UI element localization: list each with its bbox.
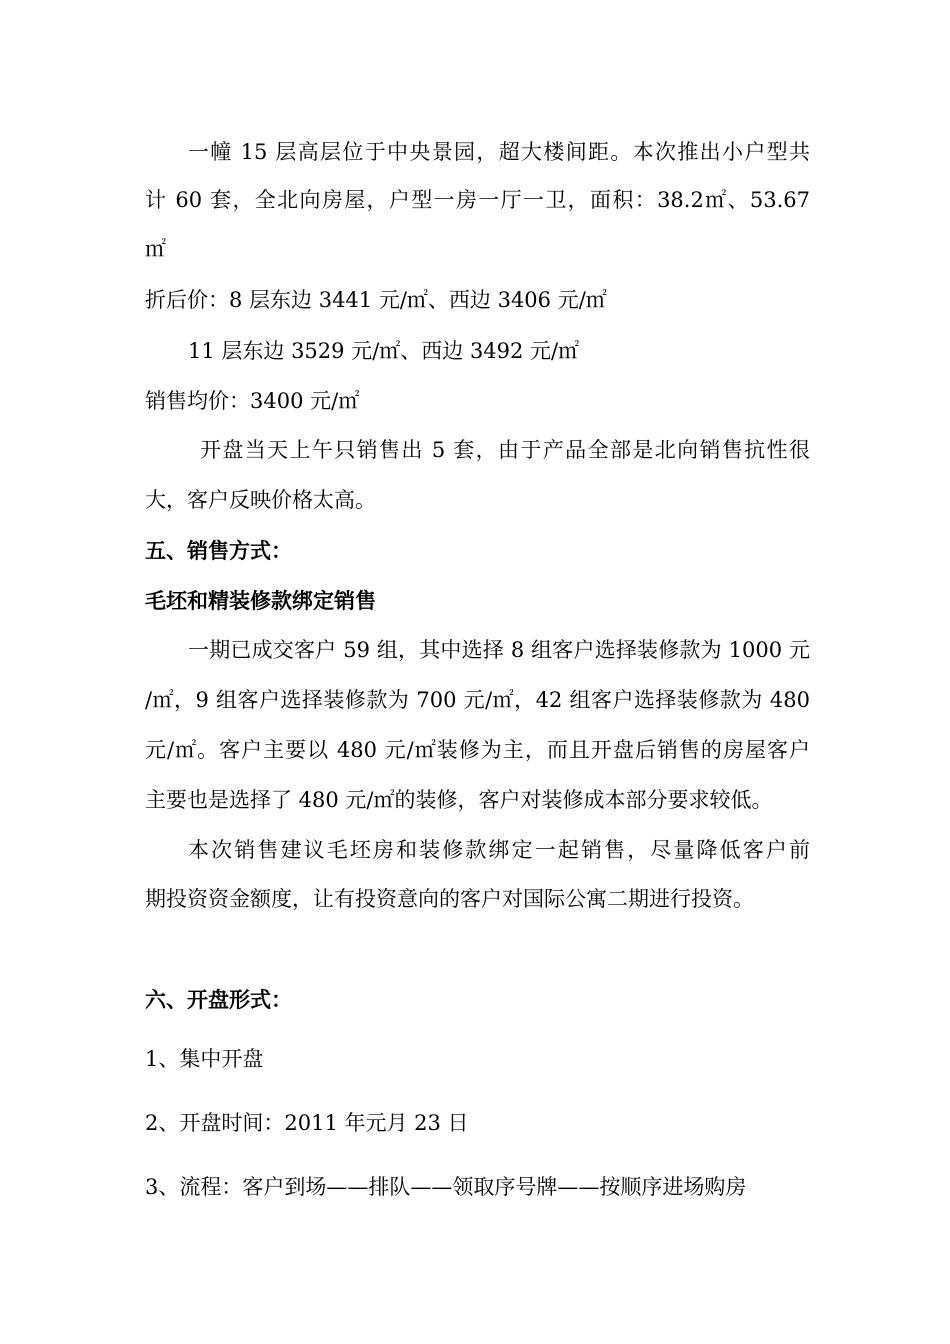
decoration-paragraph-line: 一期已成交客户 59 组，其中选择 8 组客户选择装修款为 1000 元	[188, 638, 810, 662]
list-item: 3、流程：客户到场——排队——领取序号牌——按顺序进场购房	[145, 1175, 747, 1199]
building-paragraph-line: 计 60 套，全北向房屋，户型一房一厅一卫，面积：38.2㎡、53.67	[145, 188, 810, 212]
decoration-paragraph-line: 主要也是选择了 480 元/㎡的装修，客户对装修成本部分要求较低。	[145, 788, 773, 812]
building-paragraph-line: ㎡	[145, 237, 166, 261]
list-item: 2、开盘时间：2011 年元月 23 日	[145, 1111, 469, 1135]
building-paragraph-line: 一幢 15 层高层位于中央景园，超大楼间距。本次推出小户型共	[188, 140, 810, 164]
decoration-paragraph-line: /㎡，9 组客户选择装修款为 700 元/㎡，42 组客户选择装修款为 480	[145, 688, 810, 712]
average-price-line: 销售均价：3400 元/㎡	[145, 389, 360, 413]
discount-price-line: 11 层东边 3529 元/㎡、西边 3492 元/㎡	[188, 339, 580, 363]
opening-day-paragraph-line: 大，客户反映价格太高。	[145, 488, 376, 512]
suggestion-paragraph-line: 期投资资金额度，让有投资意向的客户对国际公寓二期进行投资。	[145, 887, 754, 911]
section-five-heading: 五、销售方式：	[145, 539, 292, 563]
discount-price-line: 折后价：8 层东边 3441 元/㎡、西边 3406 元/㎡	[145, 288, 607, 312]
opening-day-paragraph-line: 开盘当天上午只销售出 5 套，由于产品全部是北向销售抗性很	[200, 438, 810, 462]
list-item: 1、集中开盘	[145, 1047, 264, 1071]
suggestion-paragraph-line: 本次销售建议毛坯房和装修款绑定一起销售，尽量降低客户前	[188, 838, 810, 862]
decoration-paragraph-line: 元/㎡。客户主要以 480 元/㎡装修为主，而且开盘后销售的房屋客户	[145, 738, 810, 762]
section-five-subheading: 毛坯和精装修款绑定销售	[145, 589, 376, 613]
section-six-heading: 六、开盘形式：	[145, 988, 292, 1012]
